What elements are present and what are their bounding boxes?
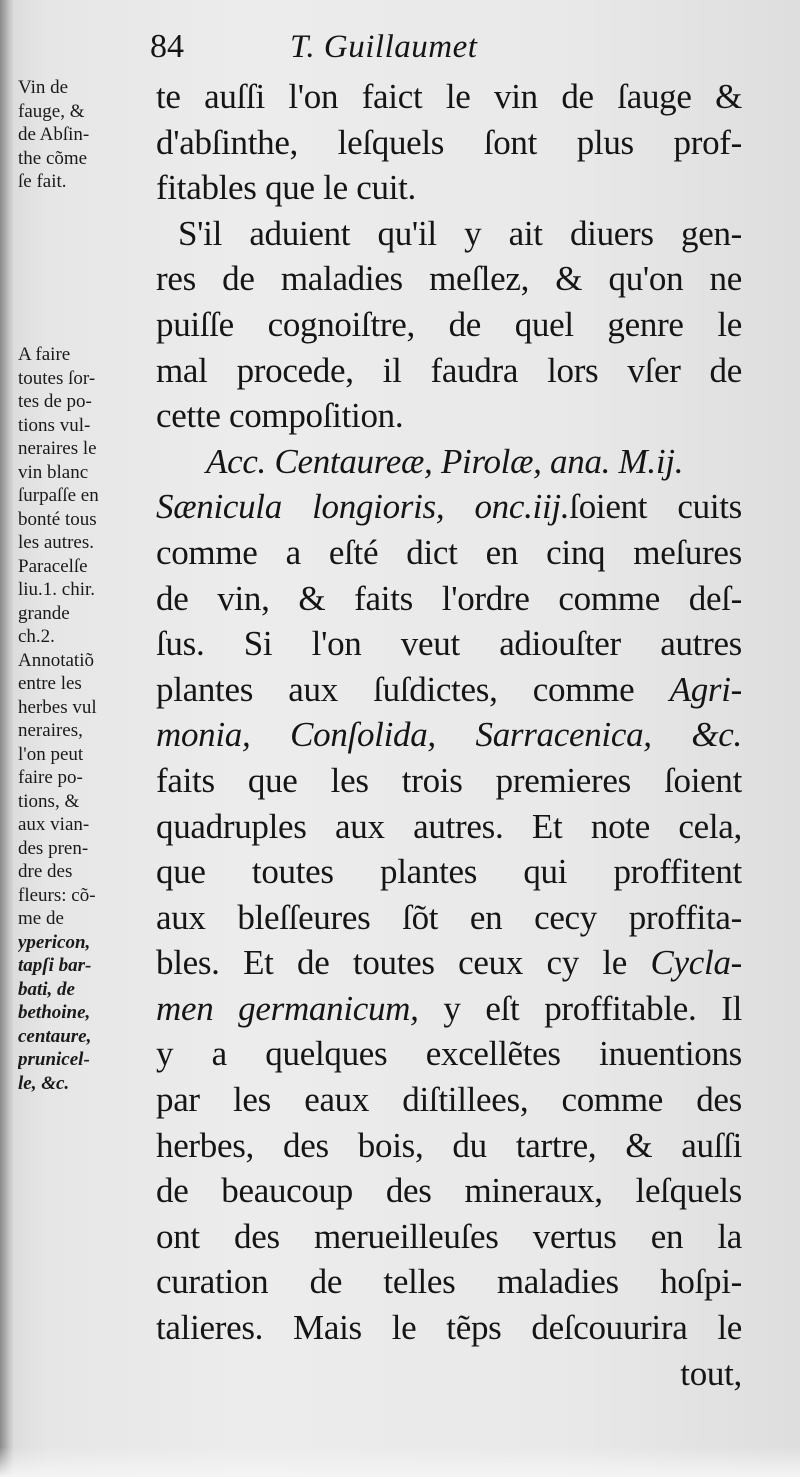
margin-note-line: fauge, & — [18, 100, 85, 122]
margin-note-line: toutes ſor- — [18, 367, 96, 389]
text-line: curation de telles maladies hoſpi- — [156, 1262, 742, 1302]
body-text — [156, 74, 742, 1396]
text-fragment: y eſt proffitable. Il — [443, 988, 742, 1028]
margin-note-line: entre les — [18, 673, 82, 694]
margin-note-line: faire po- — [18, 767, 83, 788]
recipe-line: Acc. Centaureæ, Pirolæ, ana. M.ij. — [206, 441, 684, 481]
margin-note-line: A faire — [18, 344, 71, 365]
margin-note-line: grande — [18, 602, 70, 624]
margin-note-line-italic: bati, de — [18, 978, 75, 1000]
margin-note-line: me de — [18, 908, 64, 929]
text-fragment: bles. Et de toutes ceux cy le — [156, 943, 628, 983]
latin-term: Cycla- — [650, 943, 742, 983]
margin-note-line: ſe fait. — [18, 171, 67, 192]
text-line: ont des merueilleuſes vertus en la — [156, 1216, 742, 1256]
text-line: de vin, & faits l'ordre comme deſ- — [156, 578, 742, 618]
gutter-shadow — [0, 0, 14, 1477]
margin-note-line: tes de po- — [18, 391, 92, 412]
catchword: tout, — [680, 1353, 742, 1393]
text-line: te auſſi l'on faict le vin de ſauge & — [156, 77, 742, 116]
text-line: comme a eſté dict en cinq meſures — [156, 532, 742, 572]
running-head: T. Guillaumet — [290, 29, 478, 65]
margin-note-line-italic: centaure, — [18, 1025, 92, 1047]
margin-note-line: ch.2. — [18, 626, 55, 647]
margin-note-line: tions, & — [18, 790, 80, 812]
margin-note-line: de Abſin- — [18, 124, 90, 145]
latin-term: Sænicula longioris, onc.iij. — [156, 487, 570, 527]
text-line: puiſſe cognoiſtre, de quel genre le — [156, 304, 742, 344]
text-line: de beaucoup des mineraux, leſquels — [156, 1171, 742, 1211]
margin-note-line-italic: prunicel- — [18, 1049, 90, 1070]
margin-note-line-italic: tapſi bar- — [18, 955, 92, 976]
text-line: talieres. Mais le tẽps deſcouurira le — [156, 1308, 742, 1348]
margin-note-line: neraires le — [18, 438, 97, 459]
text-line — [156, 940, 742, 986]
page-header — [150, 24, 590, 70]
margin-note-line-italic: ypericon, — [18, 931, 91, 953]
text-line: y a quelques excellẽtes inuentions — [156, 1034, 742, 1074]
latin-term: men germanicum, — [156, 988, 419, 1028]
text-line: aux bleſſeures ſõt en cecy proffita- — [156, 897, 742, 937]
text-line: quadruples aux autres. Et note cela, — [156, 806, 742, 846]
page-number: 84 — [150, 28, 184, 65]
text-fragment: ſoient cuits — [569, 487, 742, 527]
margin-note-vulnerary-potions — [18, 343, 148, 1095]
margin-note-line: vin blanc — [18, 461, 89, 483]
margin-note-line: des pren- — [18, 837, 89, 859]
margin-note-line: liu.1. chir. — [18, 579, 96, 600]
margin-note-line: bonté tous — [18, 508, 97, 530]
margin-note-line-italic: bethoine, — [18, 1002, 91, 1023]
margin-note-line: aux vian- — [18, 814, 90, 835]
margin-note-line: dre des — [18, 861, 73, 882]
text-line: par les eaux diſtillees, comme des — [156, 1080, 742, 1120]
margin-note-line: Vin de — [18, 77, 69, 98]
text-line: faits que les trois premieres ſoient — [156, 760, 742, 800]
text-line: d'abſinthe, leſquels ſont plus prof- — [156, 122, 742, 162]
text-line: fitables que le cuit. — [156, 168, 416, 208]
margin-note-line: les autres. — [18, 532, 94, 553]
text-line: res de maladies meſlez, & qu'on ne — [156, 259, 742, 299]
margin-note-line: fleurs: cõ- — [18, 884, 96, 906]
page-bottom-edge — [0, 1447, 800, 1477]
margin-note-line: Annotatiõ — [18, 649, 94, 671]
margin-note-line-italic: le, &c. — [18, 1072, 70, 1094]
text-line: herbes, des bois, du tartre, & auſſi — [156, 1125, 742, 1165]
text-line — [156, 484, 742, 530]
margin-note-wine-sage — [18, 76, 148, 194]
margin-note-line: Paracelſe — [18, 555, 88, 577]
text-line: cette compoſition. — [156, 396, 404, 436]
text-line: mal procede, il faudra lors vſer de — [156, 350, 742, 390]
margin-note-line: the cõme — [18, 147, 88, 169]
margin-note-line: ſurpaſſe en — [18, 485, 99, 506]
margin-note-line: neraires, — [18, 720, 83, 741]
margin-note-line: l'on peut — [18, 743, 84, 765]
text-line: que toutes plantes qui proffitent — [156, 852, 742, 892]
text-fragment: plantes aux ſuſdictes, comme — [156, 669, 635, 709]
margin-note-line: tions vul- — [18, 414, 91, 436]
latin-term: Agri- — [669, 669, 742, 709]
text-line: monia, Conſolida, Sarracenica, &c. — [156, 715, 742, 755]
text-line — [156, 667, 742, 713]
text-line: S'il aduient qu'il y ait diuers gen- — [178, 213, 742, 253]
text-line: ſus. Si l'on veut adiouſter autres — [156, 624, 742, 664]
margin-note-line: herbes vul — [18, 696, 97, 718]
text-line — [156, 986, 742, 1032]
